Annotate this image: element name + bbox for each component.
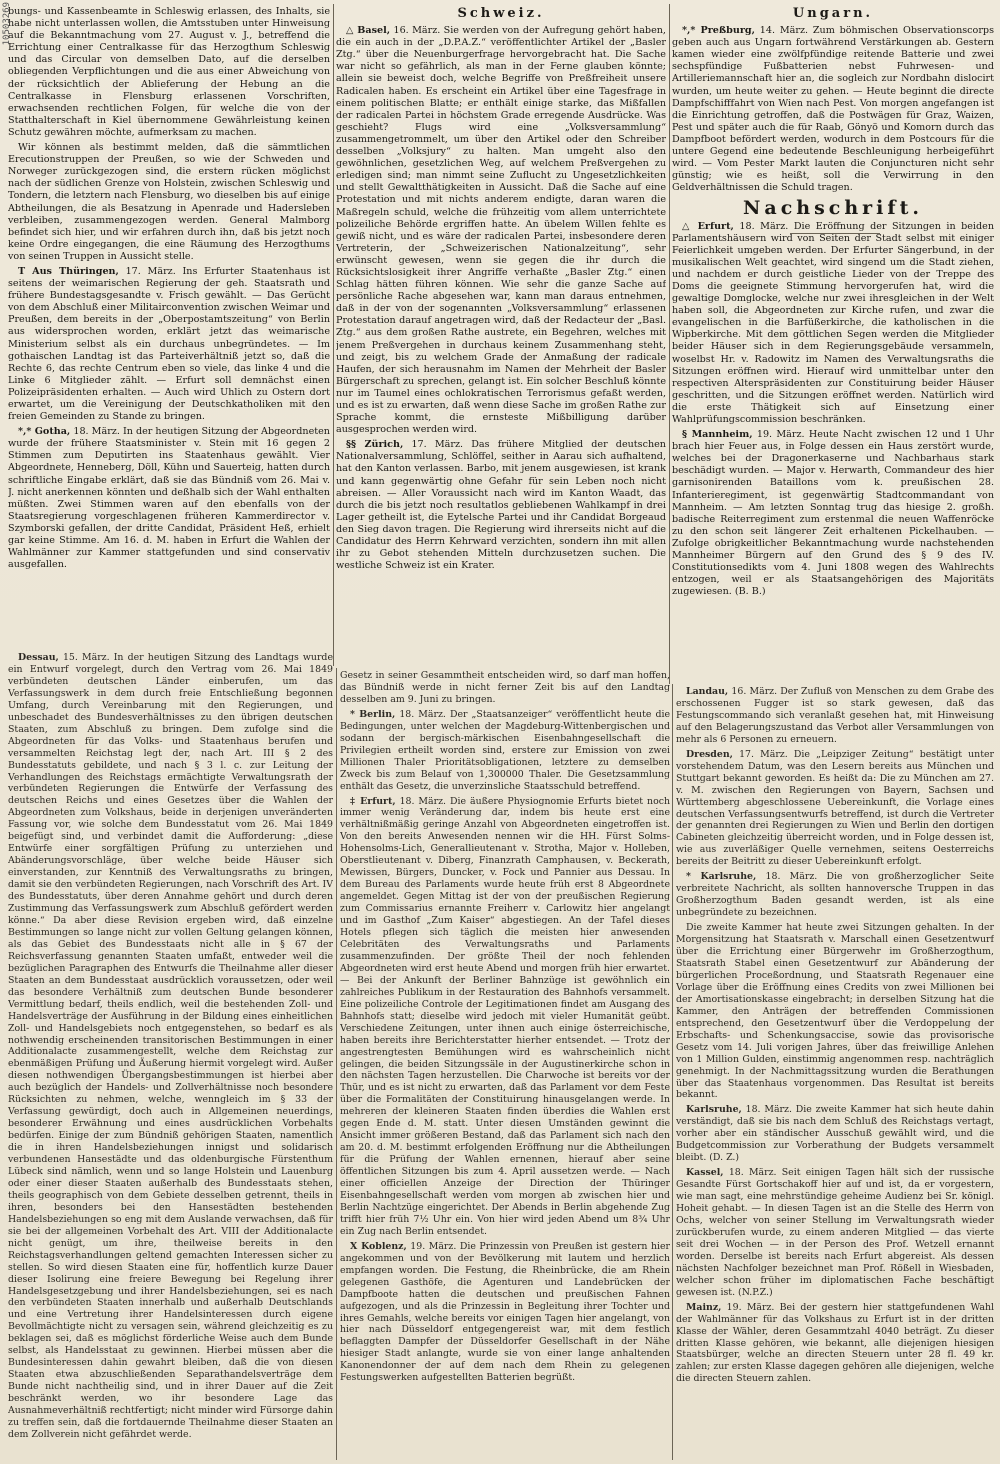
dateline-dessau: Dessau, (18, 652, 59, 663)
section-title-ungarn: Ungarn. (792, 6, 874, 21)
article-kassel-body: 18. März. Seit einigen Tagen hält sich der russische Gesandte Fürst Gortschakoff hier auf und ist, da er vorgestern, wie man sagt, eine mehrstündige geheime Audienz bei Sr. königl. Hoheit gehabt. — In diesen Tagen ist an die Stelle des Herrn von Ochs, welcher von seiner Stellung im Verwaltungsrath wieder zurückberufen wurde, zu einem anderen Mitglied — das vierte seit drei Wochen — in der Person des Prof. Wetzell ernannt worden. Derselbe ist bereits nach Erfurt abgereist. Als dessen nächsten Nachfolger bezeichnet man Prof. Rößell in Wiesbaden, welcher schon früher im diplomatischen Fache beschäftigt gewesen ist. (N.P.Z.) (676, 1167, 994, 1298)
dateline-erfurt: △ Erfurt, (682, 220, 734, 232)
dateline-koblenz: X Koblenz, (350, 1240, 407, 1252)
article-landau-body: 16. März. Der Zufluß von Menschen zu dem Grabe des erschossenen Fugger ist so stark gewesen, daß das Festungscommando sich veranlaßt gesehen hat, mit Hinweisung auf den Belagerungszustand das Verbot aller Versammlungen von mehr als 6 Personen zu erneuern. (676, 686, 994, 745)
column-rule (669, 4, 670, 684)
article-erfurt-2-body: 18. März. Die äußere Physiognomie Erfurts bietet noch immer wenig Veränderung dar, indem bis heute erst eine verhältnißmäßig geringe Anzahl von Abgeordneten eingetroffen ist. Von den bereits Anwesenden nennen wir die HH. Fürst Solms-Hohensolms-Lich, Generallieutenant v. Strotha, Major v. Holleben, Oberstlieutenant v. Diberg, Finanzrath Camphausen, v. Beckerath, Mewissen, Bürgers, Duncker, v. Fock und Pannier aus Dessau. In dem Bureau des Parlaments wurde heute früh erst 8 Abgeordnete angemeldet. Gegen Mittag ist der von der preußischen Regierung zum Commissarius ernannte Freiherr v. Carlowitz hier angelangt und im Gasthof „Zum Kaiser“ abgestiegen. An der Tafel dieses Hotels pflegen sich täglich die meisten hier anwesenden Celebritäten des Verwaltungsraths und Parlaments zusammenzufinden. Der größte Theil der noch fehlenden Abgeordneten wird erst heute Abend und morgen früh hier erwartet. — Bei der Ankunft der Berliner Bahnzüge ist gewöhnlich ein zahlreiches Publikum in der Restauration des Bahnhofs versammelt. Eine polizeiliche Controle der Legitimationen findet am Ausgang des Bahnhofs statt; dieselbe wird jedoch mit vieler Humanität geübt. Verschiedene Zeitungen, unter ihnen auch einige österreichische, haben bereits ihre Berichterstatter hierher entsendet. — Trotz der angestrengtesten Bemühungen wird es wahrscheinlich nicht gelingen, die beiden Sitzungssäle in der Augustinerkirche schon in den nächsten Tagen herzustellen. Die Charwoche ist bereits vor der Thür, und es ist nicht zu erwarten, daß das Parlament vor dem Feste über die Formalitäten der Constituirung hinausgelangen werde. In mehreren der kleineren Staaten finden überdies die Wahlen erst gegen Ende d. M. statt. Unter diesen Umständen gewinnt die Ansicht immer größeren Bestand, daß das Parlament sich nach den am 20. d. M. bestimmt erfolgenden Eröffnung nur die Abtheilungen für die Prüfung der Wahlen ernennen, hierauf aber seine öffentlichen Sitzungen bis zum 4. April aussetzen werde. — Nach einer officiellen Anzeige der Direction der Thüringer Eisenbahngesellschaft werden vom morgen ab zwischen hier und Berlin Nachtzüge eingerichtet. Der Abends in Berlin abgehende Zug trifft hier früh 7½ Uhr ein. Von hier wird jeden Abend um 8¾ Uhr ein Zug nach Berlin entsendet. (340, 795, 670, 1237)
column-schleswig-thueringen (8, 6, 330, 652)
dateline-zuerich: §§ Zürich, (346, 439, 404, 451)
column-schweiz (336, 6, 666, 670)
article-dessau (8, 652, 333, 1441)
article-mainz (676, 1302, 994, 1386)
article-mainz-body: 19. März. Bei der gestern hier stattgefundenen Wahl der Wahlmänner für das Volkshaus zu Erfurt ist in der dritten Klasse der Wähler, deren Gesammtzahl 4040 beträgt. Zu dieser dritten Klasse gehören, wie bekannt, alle diejenigen hiesigen Staatsbürger, welche an directen Steuern unter 28 fl. 49 kr. zahlen; zur ersten Klasse dagegen gehören alle diejenigen, welche die directen Steuern zahlen. (676, 1301, 994, 1385)
article-pressburg-body: 14. März. Zum böhmischen Observationscorps geben auch aus Ungarn fortwährend Verstärkungen ab. Gestern kamen wieder eine zwölfpfündige reitende Batterie und zwei sechspfündige Fußbatterien nebst Fuhrwesen- und Artilleriemannschaft hier an, die sogleich zur Nordbahn dislocirt wurden, um heute weiter zu gehen. — Heute beginnt die directe Dampfschifffahrt von Wien nach Pest. Von morgen angefangen ist die Einrichtung getroffen, daß die Postwägen für Graz, Waizen, Pest und später auch die für Raab, Gönyö und Komorn durch das Dampfboot befördert werden, wodurch in dem Postcours für die untere Gegend eine bedeutende Beschleunigung herbeigeführt wird. — Vom Pester Markt lauten die Conjuncturen nicht sehr günstig; wie es heißt, soll die Verwirrung in den Geldverhältnissen die Schuld tragen. (672, 25, 994, 194)
article-koblenz-body: 19. März. Die Prinzessin von Preußen ist gestern hier angekommen und von der Bevölkerung mit lautem und herzlich empfangen worden. Die Festung, die Rheinbrücke, die am Rhein gelegenen Gasthöfe, die Agenturen und Landebrücken der Dampfboote hatten die deutschen und preußischen Fahnen aufgezogen, und als die Prinzessin in Begleitung ihrer Tochter und ihres Gemahls, welche bereits vor einigen Tagen hier angelangt, von hier nach Düsseldorf entgegengereist war, mit dem festlich beflaggten Dampfer der Düsseldorfer Gesellschaft in der Nähe hiesiger Stadt anlangte, wurde sie von einer lange anhaltenden Kanonendonner der auf dem nach dem Rhein zu gelegenen Festungswerken aufgestellten Batterien begrüßt. (340, 1240, 670, 1384)
dateline-gotha: *,* Gotha, (18, 426, 71, 438)
article-landau (676, 686, 994, 746)
article-erfurt-nachschrift (672, 221, 994, 427)
section-title-nachschrift: Nachschrift. (743, 197, 923, 220)
dateline-pressburg: *,* Preßburg, (682, 25, 755, 37)
column-rule (336, 668, 337, 1460)
article-karlsruhe-kammer: Die zweite Kammer hat heute zwei Sitzungen gehalten. In der Morgensitzung hat Staatsrath v. Marschall einen Gesetzentwurf über die Errichtung einer Bürgerwehr im Großherzogthum, Staatsrath Stabel einen Gesetzentwurf zur Abänderung der bürgerlichen Proceßordnung, und Staatsrath Regenauer eine Vorlage über die Eröffnung eines Credits von zwei Millionen bei der Amortisationskasse eingebracht; in derselben Sitzung hat die Kammer, den Anträgen der betreffenden Commissionen entsprechend, den Gesetzentwurf über die Verdoppelung der Erbschafts- und Schenkungsaccise, sowie das provisorische Gesetz vom 14. Juli vorigen Jahres, über das freiwillige Anlehen von 1 Million Gulden, einstimmig angenommen resp. nachträglich genehmigt. In der Nachmittagssitzung wurden die Berathungen über das Staatenhaus vorgenommen. Das Resultat ist bereits bekannt. (676, 922, 994, 1101)
article-karlsruhe (676, 871, 994, 919)
article-mannheim (672, 429, 994, 598)
article-basel (336, 25, 666, 436)
article-mannheim-body: 19. März. Heute Nacht zwischen 12 und 1 Uhr brach hier Feuer aus, in Folge dessen ein Haus zerstört wurde, welches bei der Dragonerkaserne und Nachbarhaus stark beschädigt wurden. — Major v. Herwarth, Commandeur des hier garnisonirenden Bataillons vom k. preußischen 28. Infanterieregiment, ist gegenwärtig Stadtcommandant von Mannheim. — Am letzten Sonntag trug das hiesige 2. großh. badische Reiterregiment zum erstenmal die neuen Waffenröcke zu den schon seit längerer Zeit erhaltenen Pickelhauben. — Zufolge obrigkeitlicher Bekanntmachung wurde nachstehenden Mannheimer Bürgern auf den Grund des § 9 des IV. Constitutionsedikts vom 4. Juni 1808 wegen des Wahlrechts entzogen, weil er als Staatsangehörigen des Majoritäts zugewiesen. (B. B.) (672, 429, 994, 598)
column-dessau (8, 652, 333, 1460)
article-schleswig-cont: bungs- und Kassenbeamte in Schleswig erlassen, des Inhalts, sie habe nicht unterlassen wollen, die Amtsstuben unter Hinweisung auf die Bekanntmachung vom 27. August v. J., betreffend die Errichtung einer Centralkasse für das Herzogthum Schleswig und das Circular von demselben Dato, auf die derselben obliegenden Verpflichtungen und die aus einer Abweichung von der rücksichtlich der Ablieferung der Hebung an die Centralkasse in Flensburg erlassenen Vorschriften, erwachsenden rechtlichen Folgen, für welche die von der Statthalterschaft in Kiel übernommene Gewährleistung keinen Schutz gewähren möchte, aufmerksam zu machen. (8, 6, 330, 138)
article-karlsruhe-2 (676, 1104, 994, 1164)
article-schleswig-troops: Wir können als bestimmt melden, daß die sämmtlichen Erecutionstruppen der Preußen, so wie der Schweden und Norweger zurückgezogen sind, die erstern rücken möglichst nach der südlichen Grenze von Holstein, zwischen Schleswig und Tondern, die letztern nach Flensburg, wo dieselben bis auf einige Abtheilungen, die als Besatzung in Apenrade und Hadersleben verbleiben, zusammengezogen werden. General Malmborg befindet sich hier, und wir erfahren durch ihn, daß bis jetzt noch keine Ordre eingegangen, die eine Räumung des Herzogthums von seinen Truppen in Aussicht stelle. (8, 142, 330, 262)
dateline-mainz: Mainz, (686, 1301, 722, 1313)
article-thueringen-body: 17. März. Ins Erfurter Staatenhaus ist seitens der weimarischen Regierung der geh. Staatsrath und frühere Bundestagsgesandte v. Frisch gewählt. — Das Gerücht von dem Abschluß einer Militairconvention zwischen Weimar und Preußen, dem bereits in der „Oberpostamtszeitung“ von Berlin aus widersprochen worden, erklärt jetzt das weimarische Ministerium selbst als ein durchaus unbegründetes. — Im gothaischen Landtag ist das Parteiverhältniß jetzt so, daß die Rechte 6, das rechte Centrum eben so viele, das linke 4 und die Linke 6 Mitglieder zählt. — Erfurt soll demnächst einen Polizeipräsidenten erhalten. — Auch wird Uhlich zu Ostern dort erwartet, um die Vereinigung der Deutschkatholiken mit den freien Gemeinden zu Stande zu bringen. (8, 265, 330, 423)
article-gotha (8, 426, 330, 571)
dateline-erfurt-2: ‡ Erfurt, (350, 795, 396, 807)
dateline-mannheim: § Mannheim, (682, 429, 753, 441)
article-basel-body: 16. März. Sie werden von der Aufregung gehört haben, die ein auch in der „D.P.A.Z.“ veröffentlichter Artikel der „Basler Ztg.“ über die Neuenburgerfrage hervorgebracht hat. Die Sache war nicht so gefährlich, als man in der Ferne glauben könnte; allein sie beweist doch, welche Begriffe von Preßfreiheit unsere Radicalen haben. Es erscheint ein Artikel über eine Tagesfrage in einem politischen Blatte; er enthält einige starke, das Mißfallen der radicalen Partei in höchstem Grade erregende Ausdrücke. Was geschieht? Flugs wird eine „Volksversammlung“ zusammengetrommelt, um über den Artikel oder den Schreiber desselben „Volksjury“ zu halten. Man umgeht also den gewöhnlichen, gesetzlichen Weg, auf welchem Preßvergehen zu erledigen sind; man nimmt seine Zuflucht zu Ungesetzlichkeiten und stellt Gewaltthätigkeiten in Aussicht. Daß die Sache auf eine Protestation und mit nichts anderem endigte, daran waren die Maßregeln schuld, welche die frühzeitig vom allem unterrichtete polizeiliche Behörde ergriffen hatte. An übelem Willen fehlte es gewiß nicht, und es wäre der radicalen Partei, insbesondere deren Vertreterin, der „Schweizerischen Nationalzeitung“, sehr erwünscht gewesen, wenn sie gegen die ihr durch die Rücksichtslosigkeit ihrer Angriffe verhaßte „Basler Ztg.“ einen Schlag hätten führen können. Wie sehr die ganze Sache auf persönliche Rache abgesehen war, kann man daraus entnehmen, daß in der von der sogenannten „Volksversammlung“ erlassenen Protestation darauf angetragen wird, daß der Redacteur der „Basl. Ztg.“ aus dem großen Rathe austrete, ein Begehren, welches mit jenem Preßvergehen in durchaus keinem Zusammenhang steht, und zeigt, bis zu welchem Grade der Anmaßung der radicale Haufen, der sich herausnahm im Namen der Mehrheit der Basler Bürgerschaft zu sprechen, gelangt ist. Ein solcher Beschluß könnte nur im Taumel eines ochlokratischen Terrorismus gefaßt werden, und es ist zu erwarten, daß wenn diese Sache im großen Rathe zur Sprache kommt, die ernsteste Mißbilligung darüber ausgesprochen werden wird. (336, 25, 666, 436)
column-landau-mainz (676, 686, 994, 1460)
dateline-kassel: Kassel, (686, 1167, 724, 1179)
column-berlin-erfurt-koblenz (340, 670, 670, 1460)
column-rule (333, 4, 334, 666)
section-title-schweiz: Schweiz. (457, 6, 545, 21)
article-zuerich-body: 17. März. Das frühere Mitglied der deutschen Nationalversammlung, Schlöffel, seither in Aarau sich aufhaltend, hat den Kanton verlassen. Barbo, mit jenem ausgewiesen, ist krank und kann gegenwärtig ohne Gefahr für sein Leben noch nicht abreisen. — Aller Voraussicht nach wird im Kanton Waadt, das durch die bis jetzt noch resultatlos gebliebenen Wahlkampf in drei Lager getheilt ist, die Eytelsche Partei und ihr Candidat Borgeaud den Sieg davon tragen. Die Regierung wird ihrerseits nicht auf die Candidatur des Herrn Kehrward verzichten, sondern ihn mit allen ihr zu Gebot stehenden Mitteln durchzusetzen suchen. Die westliche Schweiz ist ein Krater. (336, 439, 666, 572)
article-gotha-body: 18. März. In der heutigen Sitzung der Abgeordneten wurde der frühere Staatsminister v. Stein mit 16 gegen 2 Stimmen zum Deputirten ins Staatenhaus gewählt. Vier Abgeordnete, Henneberg, Döll, Kühn und Sauerteig, hatten durch schriftliche Eingabe erklärt, daß sie das Bündniß vom 26. Mai v. J. nicht anerkennen könnten und deßhalb sich der Wahl enthalten müßten. Zwei Stimmen waren auf den ebenfalls von der Staatsregierung vorgeschlagenen früheren Kammerdirector v. Szymborski gefallen, der dritte Candidat, Präsident Heß, erhielt gar keine Stimme. Am 16. d. M. haben in Erfurt die Wahlen der Wahlmänner zur Kammer stattgefunden und sind conservativ ausgefallen. (8, 426, 330, 571)
dateline-dresden: Dresden, (686, 748, 733, 760)
article-dresden-body: 17. März. Die „Leipziger Zeitung“ bestätigt unter vorstehendem Datum, was den Lesern bereits aus München und Stuttgart bekannt geworden. Es heißt da: Die zu München am 27. v. M. zwischen den Regierungen von Bayern, Sachsen und Württemberg abgeschlossene Uebereinkunft, die Vorlage eines deutschen Verfassungsentwurfs betreffend, ist durch die Vertreter der genannten drei Regierungen zu Wien und Berlin den dortigen Cabineten gleichzeitig überreicht worden, und in Folge dessen ist, wie aus zuverläßiger Quelle vernehmen, seitens Oesterreichs bereits der Beitritt zu dieser Uebereinkunft erfolgt. (676, 748, 994, 868)
article-pressburg (672, 25, 994, 194)
dateline-karlsruhe-2: Karlsruhe, (686, 1104, 742, 1116)
article-karlsruhe-2-body: 18. März. Die zweite Kammer hat sich heute dahin verständigt, daß sie bis nach dem Schluß des Reichstags vertagt, vorher aber ein ständischer Ausschuß gewählt wird, und die Budgetcommission zur Vorberathung der Budgets versammelt bleibt. (D. Z.) (676, 1104, 994, 1164)
article-dessau-body: 15. März. In der heutigen Sitzung des Landtags wurde ein Entwurf vorgelegt, durch den Vertrag vom 26. Mai 1849 verbündeten deutschen Länder einberufen, um das Verfassungswerk in dem durch freie Entschließung begonnen Umfang, durch Vereinbarung mit den Regierungen, und unbeschadet des Bundesverhältnisses zu den übrigen deutschen Staaten, zum Abschluß zu bringen. Dem zufolge sind die Abgeordneten für das Volks- und Staatenhaus berufen und versammelten Reichstag legt der, nach Art. III § 2 des Bundesstatuts gebildete, und nach § 3 l. c. zur Leitung der Verhandlungen des Reichstags ermächtigte Verwaltungsrath der verbündeten Regierungen die Entwürfe der Verfassung des deutschen Reichs und eines Gesetzes über die Wahlen der Abgeordneten zum Volkshaus, beide in derjenigen unveränderten Fassung vor, wie solche dem Bundesstatut vom 26. Mai 1849 beigefügt sind, und verbindet damit die Aufforderung: „diese Entwürfe einer sorgfältigen Prüfung zu unterziehen und Abänderungsvorschläge, über welche beide Häuser sich einverstanden, zur Kenntniß des Verwaltungsraths zu bringen, damit sie den verbündeten Regierungen, nach Vorschrift des Art. IV des Bundesstatuts, über deren Annahme gehört und durch deren Zustimmung das Verfassungswerk zum Abschluß gefördert werden könne.“ Da aber diese Revision ergeben wird, daß einzelne Bestimmungen so lange nicht zur vollen Geltung gelangen können, als das Gebiet des Bundesstaats nicht alle in § 67 der Reichsverfassung genannten Staaten umfaßt, entweder weil die bezüglichen Paragraphen des Entwurfs die Theilnahme aller dieser Staaten an dem Bundesstaat ausdrücklich voraussetzen, oder weil das besondere Verhältniß zum deutschen Bunde besonderer Vermittlung bedarf, theils endlich, weil die bestehenden Zoll- und Handelsverträge der Ausführung in der Bildung eines einheitlichen Zoll- und Handelsgebiets noch entgegenstehen, so bedarf es als nothwendig erscheinenden transitorischen Bestimmungen in einer Additionalacte zusammengestellt, welche dem Reichstag zur ebenmäßigen Prüfung und Äußerung hiermit vorgelegt wird. Außer diesen nothwendigen Übergangsbestimmungen ist hierbei aber auch bezüglich der Handels- und Zollverhältnisse noch besondere Rücksichten zu nehmen, welche, wenngleich im § 33 der Verfassung gewürdigt, doch auch in Allgemeinen neuerdings, besonderer Erwähnung und eines ausdrücklichen Vorbehalts bedürfen. Einige der zum Bündniß gehörigen Staaten, namentlich die in ihren Handelsbeziehungen innigst und solidarisch verbundenen Hansestädte und das oldenburgische Fürstenthum Lübeck sind nämlich, wenn und so lange Holstein und Lauenburg oder einer dieser Staaten außerhalb des Bundesstaats stehen, theils geographisch von dem Gebiete desselben getrennt, theils in ihren, besonders bei den Hansestädten bestehenden Handelsbeziehungen so eng mit dem Auslande verwachsen, daß für sie bei der allgemeinen Vorbehalt des Art. VIII der Additionalacte nicht genügt, um ihre, theilweise bereits in den Reichstagsverhandlungen geltend gemachten Interessen sicher zu stellen. So wird diesen Staaten eine für, hoffentlich kurze Dauer dieser Isolirung eine freiere Bewegung bei Regelung ihrer Handelsgesetzgebung und ihrer Handelsbeziehungen, sei es nach den verbündeten Staaten innerhalb und außerhalb Deutschlands und eine Vertretung ihrer Handelsinteressen durch eigene Bevollmächtigte nicht zu versagen sein, während gleichzeitig es zu beklagen sei, daß es möglichst förderliche Weise auch dem Bunde selbst, als Handelsstaat zu gewinnen. Hierbei müssen aber die Bundesinteressen dahin gewahrt bleiben, daß die von diesen Staaten etwa abzuschließenden Separathandelsverträge dem Bunde nicht nachtheilig sind, und in ihrer Dauer auf die Zeit beschränkt werden, wo ihr besondere Lage das Ausnahmeverhältniß rechtfertigt; nicht minder wird Fürsorge dahin zu treffen sein, daß die fortdauernde Theilnahme dieser Staaten an dem Zollverein nicht gefährdet werde. (8, 652, 333, 1440)
article-dessau-cont: Gesetz in seiner Gesammtheit entscheiden wird, so darf man hoffen, das Bündniß werde in nicht ferner Zeit bis auf den Landtag desselben am 9. Juni zu bringen. (340, 670, 670, 705)
article-thueringen (8, 266, 330, 423)
article-dresden (676, 749, 994, 869)
article-karlsruhe-body: 18. März. Die von großherzoglicher Seite verbreitete Nachricht, als sollten hannoversche Truppen in das Großherzogthum Baden gesandt werden, ist als eine unbegründete zu bezeichnen. (676, 871, 994, 919)
article-berlin-body: 18. März. Der „Staatsanzeiger“ veröffentlicht heute die Bedingungen, unter welchen der Magdeburg-Wittenbergischen und sodann der bergisch-märkischen Eisenbahngesellschaft die Privilegien ertheilt worden sind, erstere zur Emission von zwei Millionen Thaler Prioritätsobligationen, letztere zu demselben Zweck bis zum Belauf von 1,300000 Thaler. Die Gesetzsammlung enthält das Gesetz, die unverzinsliche Staatsschuld betreffend. (340, 708, 670, 792)
dateline-basel: △ Basel, (346, 25, 391, 37)
dateline-thueringen: T Aus Thüringen, (18, 265, 119, 277)
article-zuerich (336, 439, 666, 572)
column-rule (672, 684, 673, 1460)
dateline-landau: Landau, (686, 686, 729, 697)
article-koblenz (340, 1241, 670, 1384)
article-erfurt (340, 796, 670, 1238)
archive-stamp: 10503269 (2, 2, 12, 46)
dateline-berlin: * Berlin, (350, 708, 396, 720)
column-ungarn-nachschrift (672, 6, 994, 686)
article-erfurt-body: 18. März. Die Eröffnung der Sitzungen in beiden Parlamentshäusern wird von Seiten der Stadt selbst mit einiger Feierlichkeit umgeben werden. Der Erfurter Sängerbund, in der musikalischen Welt geachtet, wird singend um die Stadt ziehen, und nachdem er durch geistliche Lieder von der Treppe des Doms die geeignete Stimmung hervorgerufen hat, wird die gewaltige Domglocke, welche nur zwei ihresgleichen in der Welt haben soll, die Abgeordneten zur Kirche rufen, und zwar die evangelischen in die Barfüßerkirche, die katholischen in die Wipberkirche. Mit dem göttlichen Segen werden die Mitglieder beider Häuser sich in dem Regierungsgebäude versammeln, woselbst Hr. v. Radowitz im Namen des Verwaltungsraths die Sitzungen eröffnen wird. Hierauf wird unmittelbar unter den respectiven Alterspräsidenten zur Constituirung beider Häuser geschritten, und die Sitzungen eröffnet werden. Natürlich wird die erste Thätigkeit sich auf Einsetzung einer Wahlprüfungscommission beschränken. (672, 220, 994, 425)
article-berlin (340, 709, 670, 793)
article-kassel (676, 1167, 994, 1298)
dateline-karlsruhe: * Karlsruhe, (686, 871, 757, 883)
